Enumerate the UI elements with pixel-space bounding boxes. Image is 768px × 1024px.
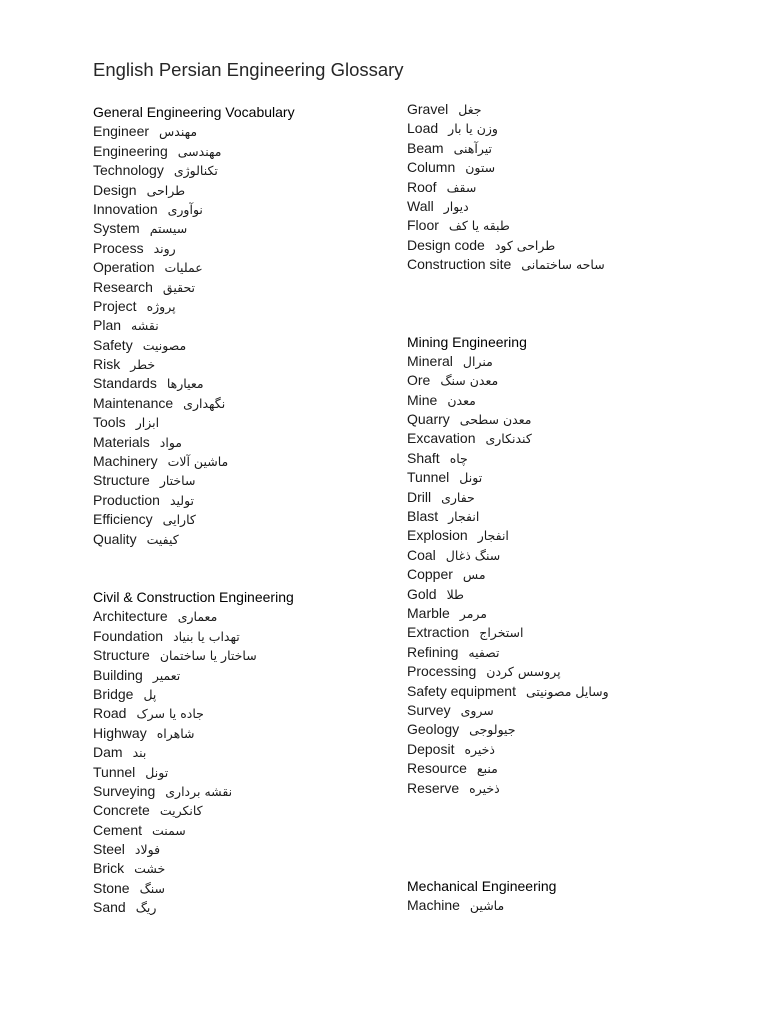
english-term: Road [93,705,127,722]
persian-term: مواد [159,434,182,450]
english-term: Surveying [93,782,156,799]
section-heading: Civil & Construction Engineering [93,588,294,605]
english-term: Cement [93,821,143,838]
persian-term: ماشین [469,898,505,914]
persian-term: سروی [460,702,494,718]
persian-term: معدن [447,392,476,408]
glossary-entry [93,782,393,801]
persian-term: چاه [449,450,468,466]
persian-term: منرال [462,353,493,369]
glossary-entry [93,763,393,782]
glossary-entry [93,336,393,355]
english-term: Reserve [407,779,460,796]
glossary-entry [93,219,393,238]
glossary-entry [407,759,747,778]
english-term: Structure [93,647,150,664]
glossary-entry [407,119,747,138]
english-term: Design code [407,236,485,253]
page-title: English Persian Engineering Glossary [93,59,404,80]
persian-term: کارایی [162,512,196,528]
glossary-entry [93,452,393,471]
english-term: Tools [93,414,126,431]
glossary-entry [407,896,747,915]
glossary-entry [407,682,747,701]
persian-term: پروژه [146,298,176,314]
section-mechanical-engineering [407,877,747,916]
glossary-entry [93,801,393,820]
section-heading: General Engineering Vocabulary [93,104,295,120]
persian-term: جاده یا سرک [136,706,204,722]
persian-term: ماشین آلات [167,454,229,470]
persian-term: استخراج [479,625,524,641]
persian-term: دیوار [443,198,469,214]
glossary-entry [93,491,393,510]
persian-term: مهندسی [177,143,222,159]
persian-term: نگهداری [183,395,226,411]
glossary-entry [407,546,747,565]
persian-term: کیفیت [146,531,179,547]
english-term: Explosion [407,527,468,544]
persian-term: معدن سنگ [440,373,499,389]
persian-term: فولاد [134,842,161,858]
english-term: Machine [407,897,460,914]
glossary-entry [93,666,393,685]
english-term: Quality [93,530,137,547]
english-term: Roof [407,178,437,195]
persian-term: معیارها [166,376,204,392]
english-term: Beam [407,139,444,156]
english-term: Gold [407,585,437,602]
glossary-entry [407,197,747,216]
english-term: Building [93,666,143,683]
glossary-entry [93,879,393,898]
glossary-entry [407,565,747,584]
glossary-entry [93,278,393,297]
persian-term: طراحی [146,182,186,198]
glossary-entry [407,236,747,255]
persian-term: کانکریت [159,803,203,819]
english-term: Copper [407,566,453,583]
english-term: Engineering [93,142,168,159]
glossary-entry [407,158,747,177]
glossary-entry [93,743,393,762]
persian-term: جغل [458,102,482,117]
persian-term: خطر [130,357,156,373]
section-general-engineering-vocabulary [93,103,393,549]
glossary-entry [93,530,393,549]
english-term: Mineral [407,352,453,369]
glossary-entry [93,374,393,393]
glossary-entry [93,724,393,743]
persian-term: مهندس [159,124,198,140]
persian-term: سمنت [152,822,186,838]
persian-term: ساحه ساختمانی [521,257,605,273]
english-term: Machinery [93,453,158,470]
glossary-entry [93,316,393,335]
glossary-entry [93,394,393,413]
english-term: Load [407,120,439,137]
english-term: Safety equipment [407,682,516,699]
glossary-entry [93,510,393,529]
persian-term: سنگ ذغال [445,547,501,563]
english-term: Plan [93,317,122,334]
english-term: Brick [93,860,125,877]
english-term: Floor [407,217,439,234]
english-term: Engineer [93,123,150,140]
english-term: Gravel [407,101,449,117]
section-civil-and-construction-engineering [93,588,393,918]
glossary-entry [93,840,393,859]
english-term: Materials [93,433,150,450]
persian-term: طلا [446,586,464,602]
section-heading: Mining Engineering [407,333,527,350]
glossary-entry [93,646,393,665]
persian-term: تونل [459,470,483,486]
glossary-entry [407,526,747,545]
english-term: Process [93,239,144,256]
glossary-entry [93,607,393,626]
persian-term: بند [132,745,147,761]
persian-term: طبقه یا کف [448,218,510,234]
persian-term: پل [143,686,157,702]
glossary-entry [93,142,393,161]
english-term: Wall [407,197,434,214]
persian-term: سنگ [139,880,166,896]
persian-term: پروسس کردن [486,664,561,680]
english-term: System [93,220,140,237]
english-term: Excavation [407,430,476,447]
english-term: Project [93,297,137,314]
persian-term: وزن یا بار [448,121,498,137]
persian-term: ریگ [135,900,157,916]
glossary-entry [93,685,393,704]
persian-term: نوآوری [167,201,203,217]
glossary-entry [407,255,747,274]
english-term: Tunnel [93,763,136,780]
english-term: Production [93,491,160,508]
persian-term: کندنکاری [485,431,532,447]
glossary-entry [407,216,747,235]
glossary-entry [407,604,747,623]
persian-term: انفجار [477,528,509,544]
glossary-entry [93,122,393,141]
english-term: Tunnel [407,469,450,486]
persian-term: تعمیر [152,667,181,683]
persian-term: عملیات [164,260,203,276]
glossary-entry [407,468,747,487]
persian-term: تکنالوژی [173,163,218,179]
persian-term: طراحی کود [494,237,556,253]
english-term: Mine [407,391,438,408]
english-term: Sand [93,899,126,916]
english-term: Research [93,278,153,295]
persian-term: حفاری [441,489,475,505]
english-term: Column [407,159,456,176]
persian-term: سیستم [149,221,188,237]
persian-term: روند [153,240,176,256]
english-term: Design [93,181,137,198]
persian-term: انفجار [448,509,480,525]
glossary-entry [407,371,747,390]
glossary-entry [407,740,747,759]
english-term: Geology [407,721,460,738]
english-term: Operation [93,259,155,276]
persian-term: تهداب یا بنیاد [173,628,240,644]
section-spacer [407,798,747,877]
glossary-entry [93,859,393,878]
english-term: Survey [407,701,451,718]
right-column [407,100,747,916]
section-heading: Mechanical Engineering [407,877,557,894]
english-term: Resource [407,760,467,777]
english-term: Stone [93,879,130,896]
english-term: Blast [407,508,439,525]
glossary-entry [407,391,747,410]
glossary-entry [407,178,747,197]
glossary-entry [407,779,747,798]
persian-term: تونل [145,764,169,780]
glossary-entry [407,449,747,468]
section-mining-engineering [407,333,747,798]
section-spacer [407,275,747,333]
persian-term: معماری [177,609,218,625]
glossary-entry [93,433,393,452]
english-term: Quarry [407,411,450,428]
glossary-entry [407,352,747,371]
glossary-entry [93,161,393,180]
glossary-entry [93,297,393,316]
glossary-entry [407,662,747,681]
glossary-entry [407,100,747,119]
english-term: Deposit [407,740,455,757]
glossary-entry [93,627,393,646]
persian-term: مصونیت [142,337,187,353]
persian-term: معدن سطحی [459,412,532,428]
glossary-entry [93,355,393,374]
persian-term: خشت [134,861,166,877]
persian-term: ذخیره [469,780,500,796]
english-term: Processing [407,663,477,680]
english-term: Architecture [93,608,168,625]
persian-term: مرمر [459,605,487,621]
english-term: Foundation [93,627,164,644]
english-term: Maintenance [93,394,174,411]
glossary-entry [93,181,393,200]
persian-term: تحقیق [162,279,195,295]
glossary-entry [93,239,393,258]
glossary-entry [407,507,747,526]
english-term: Technology [93,162,164,179]
english-term: Coal [407,546,436,563]
english-term: Innovation [93,200,158,217]
persian-term: تولید [169,492,195,508]
persian-term: ذخیره [464,741,495,757]
english-term: Drill [407,488,432,505]
persian-term: ساختار [159,473,196,489]
english-term: Risk [93,356,121,373]
persian-term: تیرآهنی [453,140,492,156]
english-term: Bridge [93,685,134,702]
glossary-entry [407,488,747,507]
glossary-entry [407,701,747,720]
english-term: Refining [407,643,459,660]
persian-term: ستون [465,160,496,176]
glossary-entry [407,720,747,739]
english-term: Safety [93,336,133,353]
glossary-entry [407,410,747,429]
glossary-entry [93,898,393,917]
left-column [93,103,393,918]
english-term: Steel [93,841,125,858]
english-term: Efficiency [93,511,153,528]
persian-term: وسایل مصونیتی [525,683,609,699]
english-term: Dam [93,744,123,761]
persian-term: ساختار یا ساختمان [159,648,257,664]
glossary-entry [407,429,747,448]
glossary-entry [93,704,393,723]
glossary-entry [93,413,393,432]
persian-term: جیولوجی [469,722,516,738]
section-spacer [93,549,393,588]
glossary-entry [407,643,747,662]
persian-term: ابزار [135,415,160,431]
english-term: Standards [93,375,157,392]
glossary-entry [407,585,747,604]
english-term: Highway [93,724,147,741]
glossary-entry [407,623,747,642]
english-term: Shaft [407,449,440,466]
glossary-entry [93,200,393,219]
persian-term: تصفیه [468,644,500,660]
english-term: Construction site [407,256,512,273]
persian-term: مس [462,567,486,583]
persian-term: شاهراه [156,725,195,741]
section-continued [407,100,747,275]
english-term: Extraction [407,624,470,641]
persian-term: نقشه [131,318,159,334]
english-term: Ore [407,372,431,389]
glossary-entry [93,258,393,277]
persian-term: نقشه برداری [165,783,233,799]
english-term: Marble [407,604,450,621]
glossary-entry [93,471,393,490]
glossary-entry [93,821,393,840]
english-term: Concrete [93,802,150,819]
english-term: Structure [93,472,150,489]
glossary-entry [407,139,747,158]
persian-term: منبع [476,761,498,777]
persian-term: سقف [446,179,477,195]
